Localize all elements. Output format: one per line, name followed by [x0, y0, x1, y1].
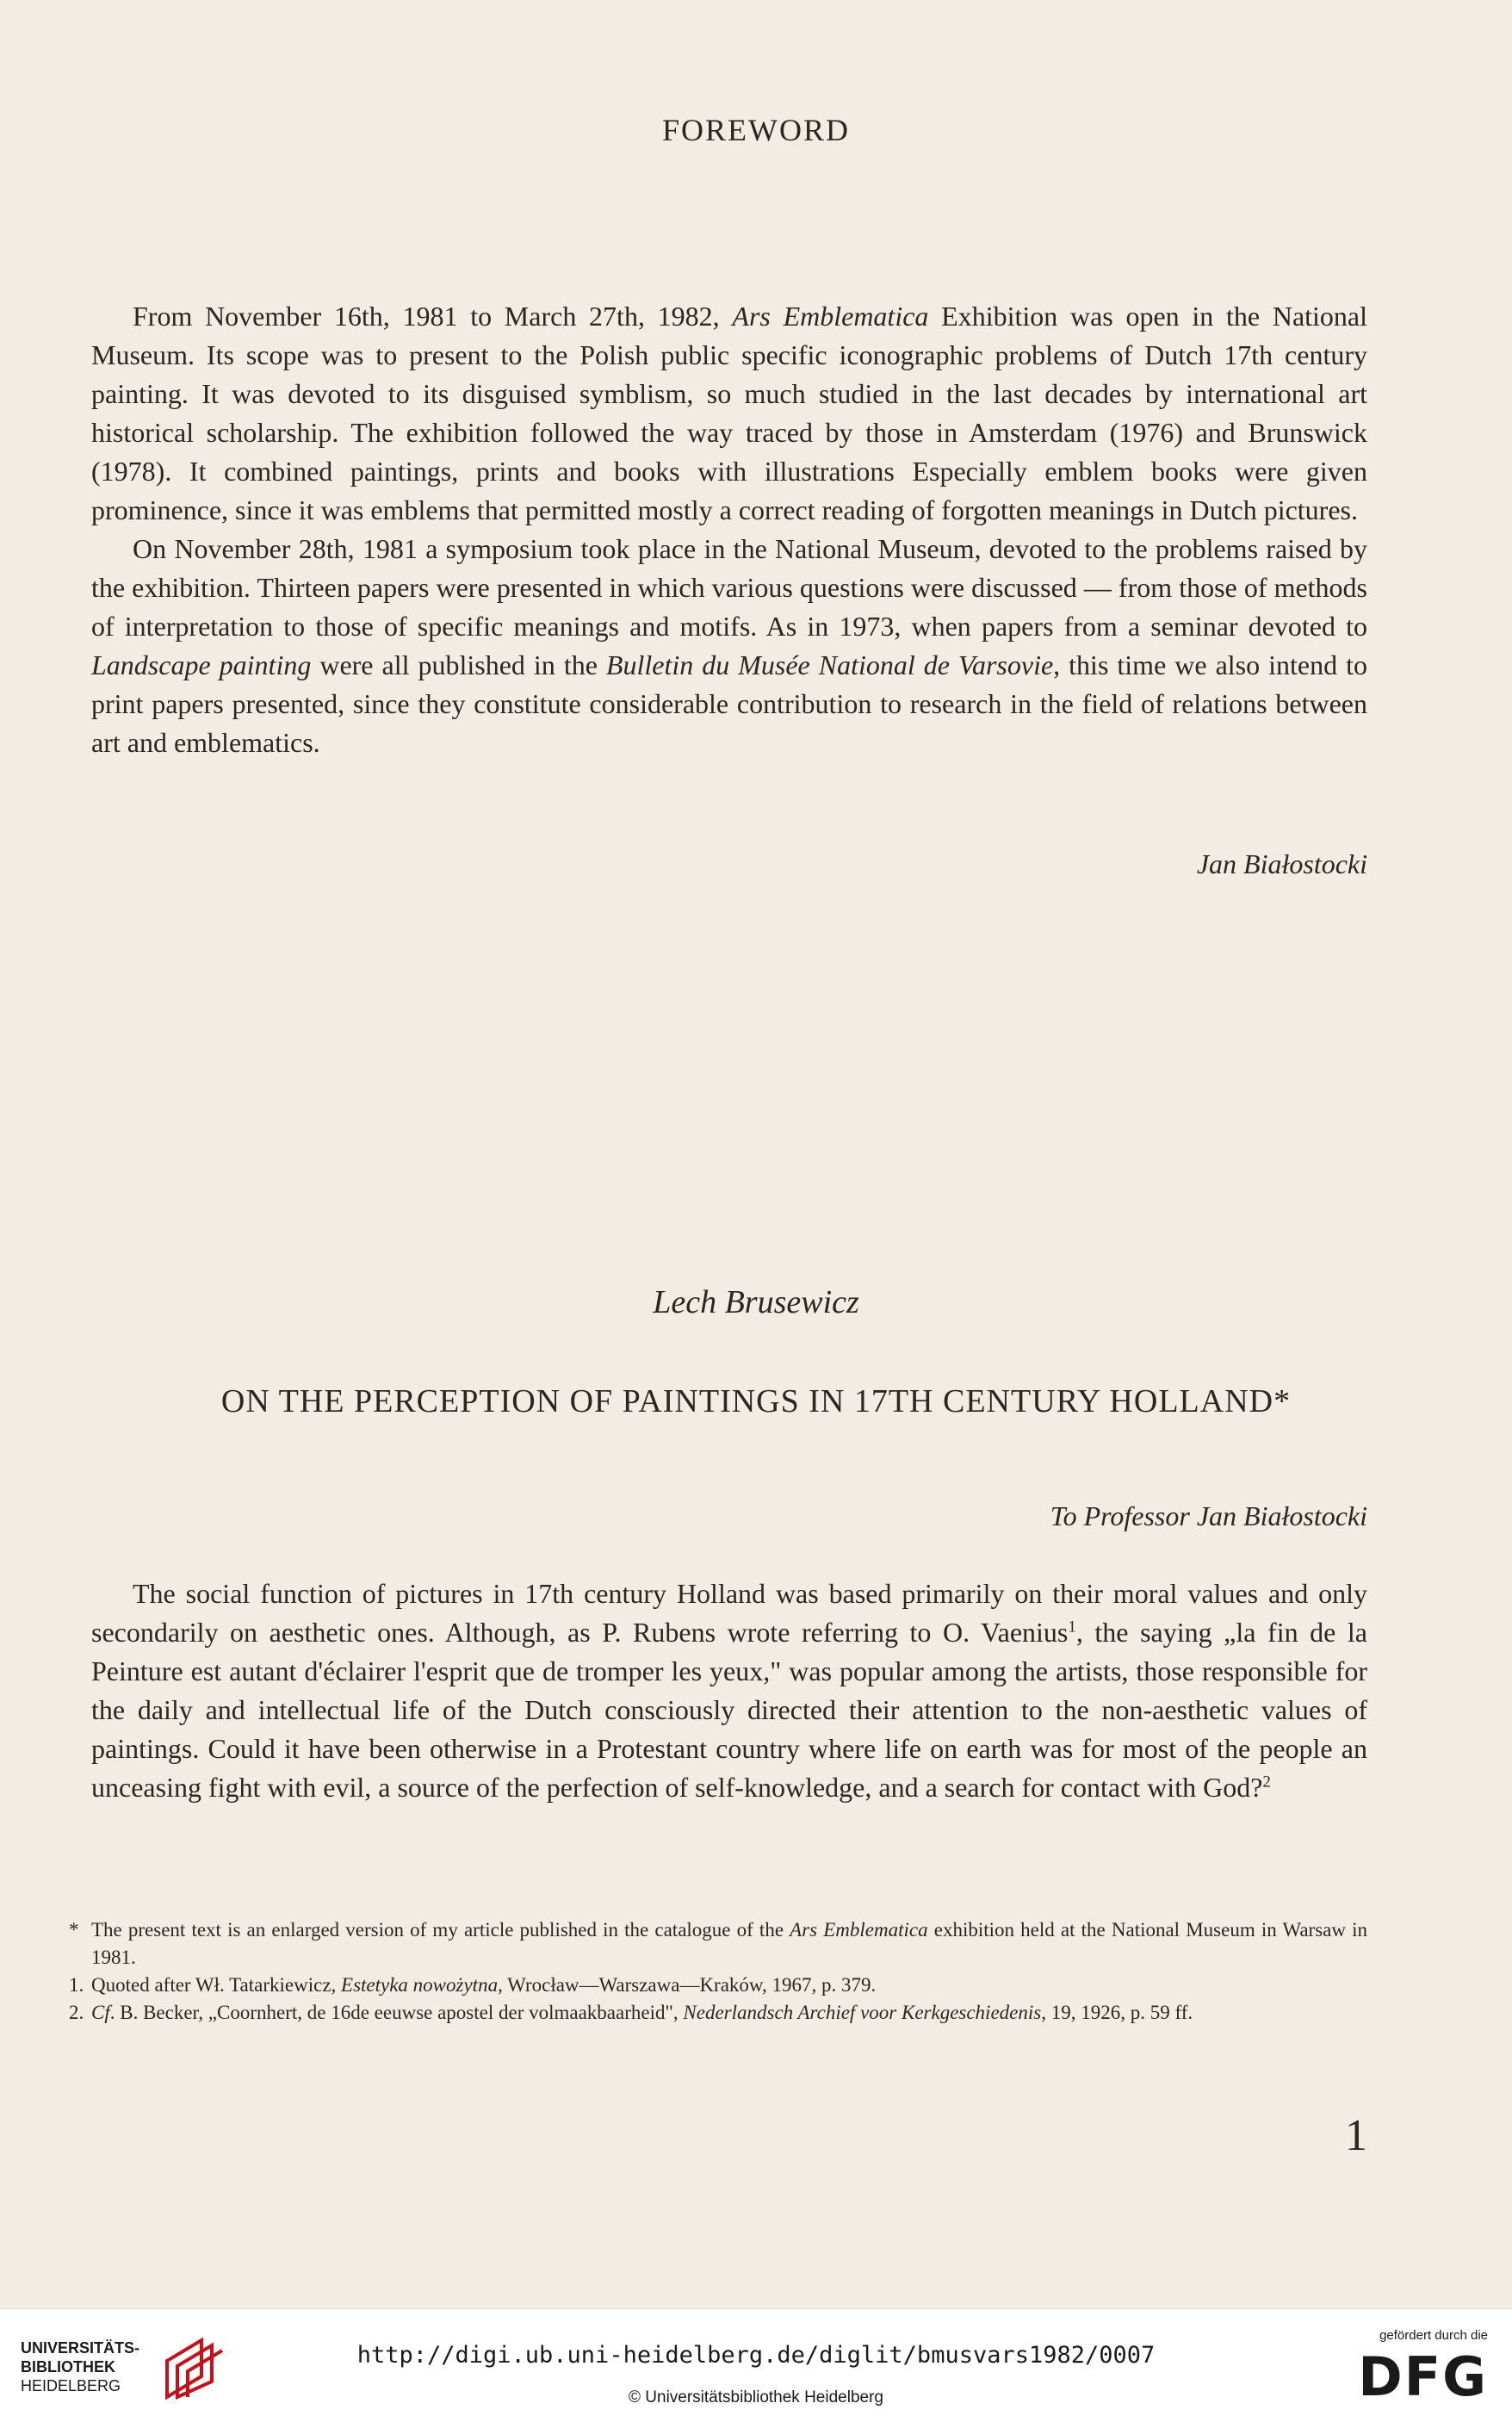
footnote-text: Cf. B. Becker, „Coornhert, de 16de eeuwse apostel der volmaakbaarheid", Nederlandsch Archief voor Kerkgeschiedenis, 19, 1926, p. 59 ff. — [91, 2002, 1193, 2023]
page-number: 1 — [1345, 2111, 1367, 2160]
article-paragraph-1: The social function of pictures in 17th century Holland was based primarily on their moral values and only secondarily on aesthetic ones. Although, as P. Rubens wrote referring to O. Vaenius$^1$, the saying „la fin de la Peinture est autant d'éclairer l'esprit que de tromper les yeux," was popular among the artists, those responsible for the daily and intellectual life of the Dutch consciously directed their attention to the non-aesthetic values of paintings. Could it have been otherwise in a Protestant country where life on earth was for most of the people an unceasing fight with evil, a source of the perfection of self-knowledge, and a search for contact with God?$^2$ — [91, 1578, 1368, 1803]
footnote — [69, 1999, 1367, 2027]
dfg-logo-icon: DFG — [1358, 2345, 1488, 2408]
footnote-mark: * — [69, 1919, 79, 1941]
document-url[interactable]: http://digi.ub.uni-heidelberg.de/diglit/bmusvars1982/0007 — [356, 2342, 1156, 2369]
footnote-mark: 2. — [69, 2002, 84, 2023]
footnote-text: The present text is an enlarged version of my article published in the catalogue of the Ars Emblematica exhibition held at the National Museum in Warsaw in 1981. — [91, 1919, 1367, 1968]
library-name-line-1: UNIVERSITÄTS- — [21, 2339, 140, 2357]
footnote — [69, 1916, 1367, 1972]
article-dedication: To Professor Jan Białostocki — [1050, 1500, 1367, 1531]
article-author: Lech Brusewicz — [653, 1284, 859, 1320]
copyright-notice: © Universitätsbibliothek Heidelberg — [629, 2388, 883, 2406]
footnotes — [69, 1916, 1367, 2027]
digitization-footer — [0, 2308, 1512, 2422]
foreword-body — [91, 297, 1367, 762]
foreword-paragraph-1: From November 16th, 1981 to March 27th, 1982, Ars Emblematica Exhibition was open in the National Museum. Its scope was to present to the Polish public specific iconographic problems of Dutch 17th century painting. It was devoted to its disguised symblism, so much studied in the last decades by international art historical scholarship. The exhibition followed the way traced by those in Amsterdam (1976) and Brunswick (1978). It combined paintings, prints and books with illustrations Especially emblem books were given prominence, since it was emblems that permitted mostly a correct reading of forgotten meanings in Dutch pictures. — [91, 301, 1368, 525]
footnote — [69, 1972, 1367, 1999]
footnote-mark: 1. — [69, 1974, 84, 1996]
library-name-line-2: BIBLIOTHEK — [21, 2358, 115, 2375]
article-body — [91, 1574, 1367, 1807]
foreword-signature: Jan Białostocki — [1196, 848, 1367, 879]
footnote-text: Quoted after Wł. Tatarkiewicz, Estetyka nowożytna, Wrocław—Warszawa—Kraków, 1967, p. 379. — [91, 1974, 877, 1996]
article-title: ON THE PERCEPTION OF PAINTINGS IN 17TH CENTURY HOLLAND* — [220, 1383, 1292, 1419]
dfg-funding[interactable] — [1342, 2328, 1488, 2414]
funding-label: gefördert durch die — [1379, 2328, 1488, 2343]
foreword-paragraph-2: On November 28th, 1981 a symposium took place in the National Museum, devoted to the problems raised by the exhibition. Thirteen papers were presented in which various questions were discussed — from those of methods of interpretation to those of specific meanings and motifs. As in 1973, when papers from a seminar devoted to Landscape painting were all published in the Bulletin du Musée National de Varsovie, this time we also intend to print papers presented, since they constitute considerable contribution to research in the field of relations between art and emblematics. — [91, 533, 1367, 758]
library-name-line-3: HEIDELBERG — [21, 2377, 121, 2394]
foreword-heading: FOREWORD — [661, 113, 850, 147]
